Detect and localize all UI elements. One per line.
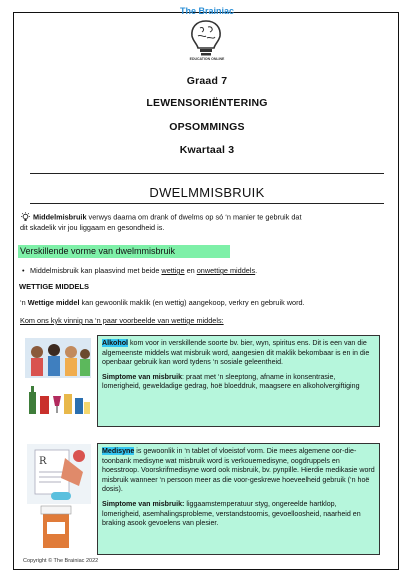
medicine-term: Medisyne [102, 447, 135, 455]
bullet-item [30, 266, 257, 275]
legal-def-rest: kan gewoonlik maklik (en wettig) aangekoop, verkry en gebruik word. [79, 298, 305, 307]
legal-def-prefix: ‘n [20, 298, 28, 307]
lightbulb-icon [20, 212, 31, 223]
term-title: Kwartaal 3 [179, 144, 235, 156]
section-title: DWELMMISBRUIK [149, 185, 265, 200]
doc-type-title: OPSOMMINGS [169, 121, 245, 133]
medicine-illustration [25, 442, 93, 550]
bullet-mid: en [184, 266, 197, 275]
medicine-symptoms-label: Simptome van misbruik: [102, 499, 185, 508]
bullet-end: . [255, 266, 258, 275]
definition-text: verwys daarna om drank of dwelms op só ‘n manier te gebruik dat [86, 212, 302, 222]
bullet-dot: • [22, 266, 25, 275]
medicine-description: is gewoonlik in ‘n tablet of vloeistof vorm. Die mees algemene oor-die-toonbank medisyne wat misbruik word is verkouemedisyne, oogdruppels en hoesstroop. Voorskrifmedisyne word ook misbruik, bv. pynpille. Hierdie medikasie word misbruik wanneer ‘n persoon meer as die voor-geskrewe hoeveelheid gebruik (‘n hoë dosis). [102, 447, 375, 494]
definition-text-line2: dit skadelik vir jou liggaam en gesondheid is. [20, 223, 165, 232]
divider-bottom [30, 203, 384, 204]
medicine-info-box [97, 443, 380, 555]
alcohol-description: kom voor in verskillende soorte bv. bier, wyn, spiritus ens. Dit is een van die algemeenste middels wat misbruik word, aangesien dit maklik bekombaar is en in die openbaar gebruik kan word tydens ‘n sosiale geleentheid. [102, 339, 370, 367]
definition-term: Middelmisbruik [33, 212, 87, 222]
brain-lightbulb-logo-icon [186, 18, 226, 60]
svg-text:R: R [39, 456, 47, 467]
examples-intro: Kom ons kyk vinnig na ‘n paar voorbeelde van wettige middels: [20, 316, 224, 325]
divider-top [30, 173, 384, 174]
alcohol-symptoms-label: Simptome van misbruik [102, 372, 183, 381]
logo-caption: EDUCATION ONLINE [189, 57, 225, 61]
bullet-prefix: Middelmisbruik kan plaasvind met beide [30, 266, 162, 275]
grade-title: Graad 7 [186, 75, 228, 87]
brand-name: The Brainiac [179, 6, 235, 16]
medicine-symptoms-text: liggaamstemperatuur styg, ongereelde hartklop, lomerigheid, asemhalingsprobleme, verstandstoornis, gevoelloosheid, naarheid en braking asook gevoelens van plesier. [102, 499, 361, 528]
forms-heading: Verskillende vorme van dwelmmisbruik [18, 245, 230, 258]
definition-paragraph [20, 212, 390, 233]
legal-definition [20, 298, 390, 308]
alcohol-symptoms-text: : praat met ‘n sleeptong, afname in konsentrasie, lomerigheid, geweldadige gedrag, hoë bloeddruk, maagsere en alkoholvergiftiging [102, 372, 360, 391]
alcohol-info-box [97, 335, 380, 427]
alcohol-term: Alkohol [102, 339, 129, 347]
legal-def-term: Wettige middel [27, 298, 80, 307]
legal-link-text: wettige [161, 266, 185, 275]
alcohol-illustration [23, 336, 93, 420]
illegal-link-text: onwettige middels [196, 266, 256, 275]
legal-substances-heading: WETTIGE MIDDELS [19, 282, 89, 291]
subject-title: LEWENSORIËNTERING [146, 97, 268, 109]
copyright-footer: Copyright © The Brainiac 2022 [23, 558, 99, 564]
